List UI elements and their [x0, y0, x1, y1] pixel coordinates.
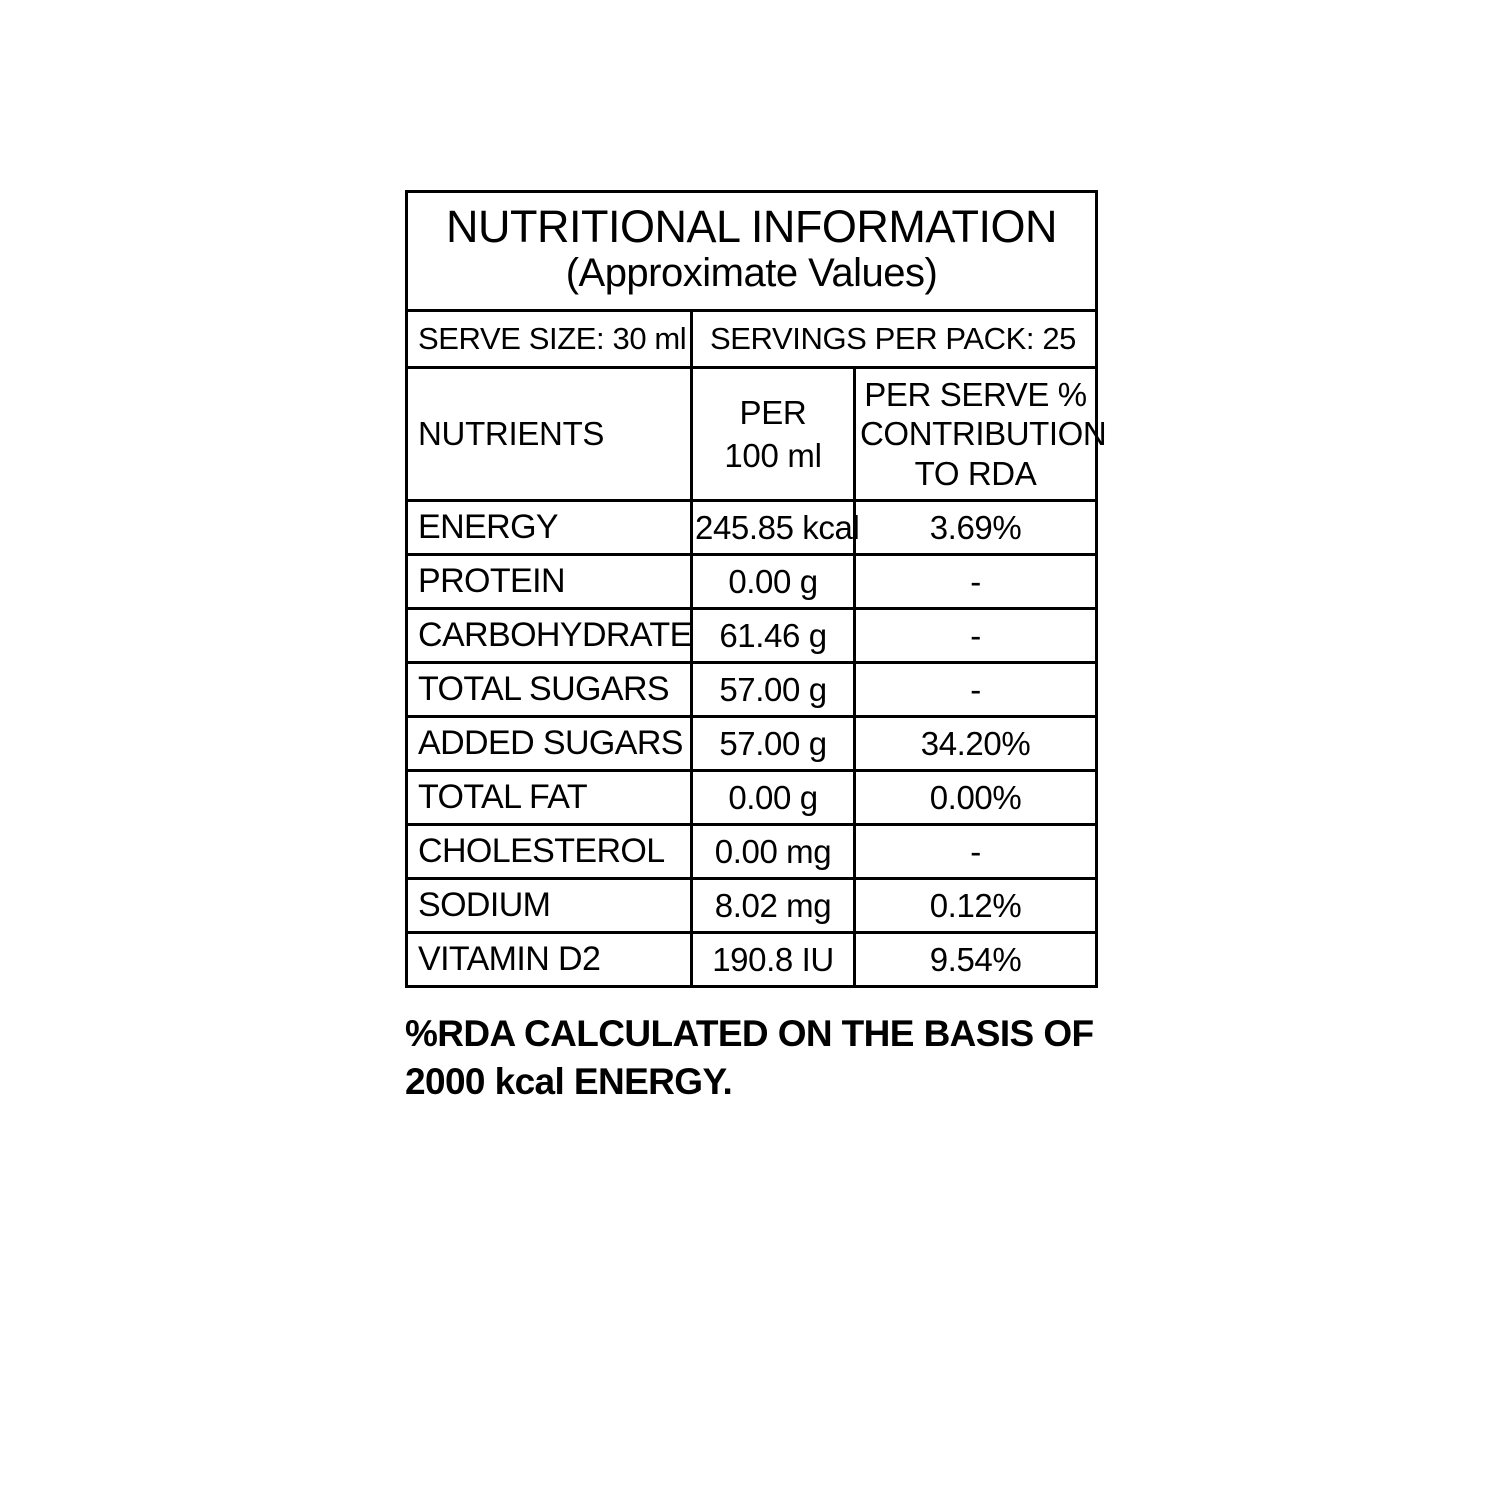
nutrient-rda: 9.54%: [855, 933, 1097, 987]
nutrient-name: PROTEIN: [407, 555, 692, 609]
page-title: NUTRITIONAL INFORMATION: [446, 201, 1058, 252]
nutrient-rda: 34.20%: [855, 717, 1097, 771]
nutrient-value: 0.00 g: [692, 555, 855, 609]
rda-footnote-line1: %RDA CALCULATED ON THE BASIS OF: [405, 1013, 1094, 1055]
table-row: [407, 933, 1097, 987]
column-header-per-line2: 100 ml: [724, 437, 822, 475]
nutrient-rda: 3.69%: [855, 501, 1097, 555]
column-header-rda-line2: CONTRIBUTION: [860, 415, 1107, 453]
table-row-serving: [407, 310, 1097, 367]
nutrient-name: VITAMIN D2: [407, 933, 692, 987]
nutrient-name: CHOLESTEROL: [407, 825, 692, 879]
nutrient-rda: -: [855, 555, 1097, 609]
nutrient-rda: -: [855, 609, 1097, 663]
rda-footnote: [405, 1010, 1125, 1105]
table-row: [407, 501, 1097, 555]
table-row: [407, 609, 1097, 663]
nutrition-label: [405, 190, 1107, 1105]
table-row: [407, 879, 1097, 933]
nutrient-value: 57.00 g: [692, 663, 855, 717]
nutrition-table: [405, 190, 1107, 988]
nutrient-rda: 0.00%: [855, 771, 1097, 825]
table-row: [407, 555, 1097, 609]
nutrient-rda: -: [855, 825, 1097, 879]
nutrient-value: 0.00 g: [692, 771, 855, 825]
nutrient-rda: -: [855, 663, 1097, 717]
nutrient-name: CARBOHYDRATE: [407, 609, 692, 663]
rda-footnote-line2: 2000 kcal ENERGY.: [405, 1060, 733, 1102]
column-header-per-line1: PER: [739, 393, 807, 431]
nutrient-value: 190.8 IU: [692, 933, 855, 987]
nutrient-name: TOTAL SUGARS: [407, 663, 692, 717]
nutrient-name: ENERGY: [407, 501, 692, 555]
page-subtitle: (Approximate Values): [565, 250, 938, 295]
title-cell: [407, 192, 1097, 311]
nutrient-value: 0.00 mg: [692, 825, 855, 879]
column-header-per-100ml: [692, 367, 855, 501]
column-header-rda: [855, 367, 1107, 501]
table-row: [407, 771, 1097, 825]
nutrient-name: ADDED SUGARS: [407, 717, 692, 771]
table-row: [407, 663, 1097, 717]
column-header-rda-line3: TO RDA: [914, 454, 1037, 492]
nutrient-rda: 0.12%: [855, 879, 1097, 933]
nutrient-value: 57.00 g: [692, 717, 855, 771]
nutrient-value: 245.85 kcal: [692, 501, 855, 555]
servings-per-pack: SERVINGS PER PACK: 25: [692, 310, 1097, 367]
table-row-title: [407, 192, 1097, 311]
table-header-row: [407, 367, 1097, 501]
nutrient-value: 8.02 mg: [692, 879, 855, 933]
nutrient-name: TOTAL FAT: [407, 771, 692, 825]
column-header-rda-line1: PER SERVE %: [864, 375, 1087, 413]
serve-size: SERVE SIZE: 30 ml: [407, 310, 692, 367]
table-row: [407, 717, 1097, 771]
nutrient-name: SODIUM: [407, 879, 692, 933]
nutrient-value: 61.46 g: [692, 609, 855, 663]
table-row: [407, 825, 1097, 879]
column-header-nutrients: NUTRIENTS: [407, 367, 692, 501]
